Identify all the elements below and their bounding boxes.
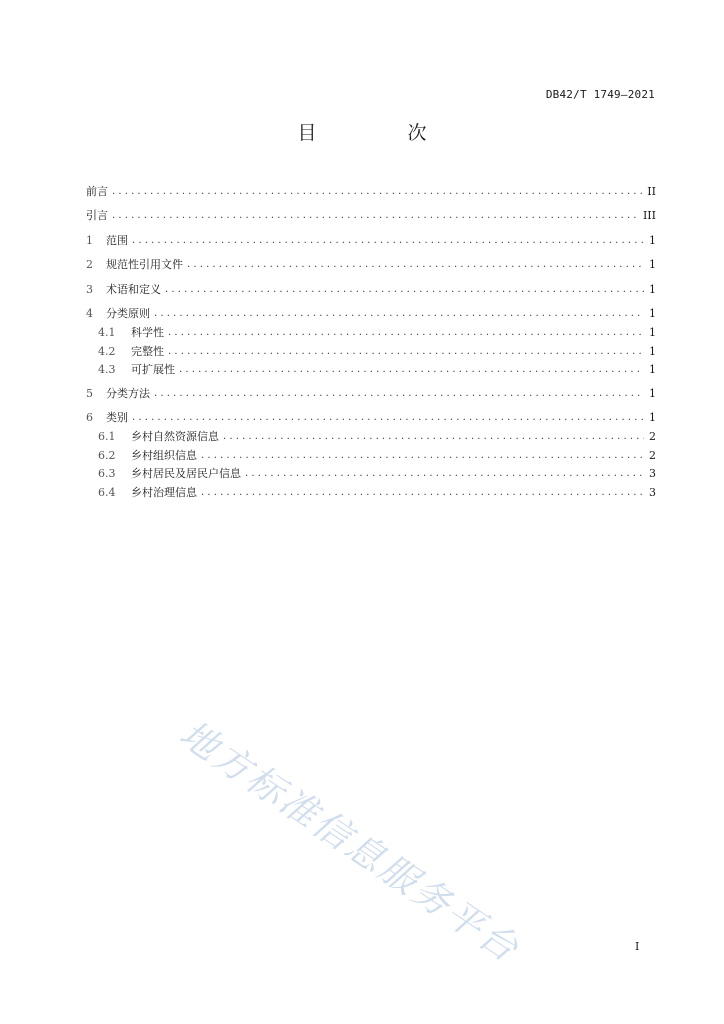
toc-entry[interactable] <box>86 386 656 402</box>
toc-entry-label: 乡村组织信息 <box>131 449 197 462</box>
toc-entry-label: 科学性 <box>131 326 164 339</box>
toc-entry-page: 1 <box>649 307 656 320</box>
toc-entry-number: 6.3 <box>98 467 116 480</box>
toc-entry-label: 乡村治理信息 <box>131 486 197 499</box>
toc-entry-number: 5 <box>86 387 93 400</box>
toc-entry-label: 完整性 <box>131 345 164 358</box>
toc-entry-number: 1 <box>86 234 93 247</box>
toc-dot-leader <box>132 410 644 426</box>
toc-entry-number: 2 <box>86 258 93 271</box>
toc-entry-label: 乡村自然资源信息 <box>131 430 219 443</box>
toc-entry-number: 6.4 <box>98 486 116 499</box>
toc-entry-number: 3 <box>86 283 93 296</box>
toc-entry[interactable] <box>86 362 656 378</box>
toc-dot-leader <box>112 208 639 224</box>
toc-entry-label: 分类方法 <box>106 387 150 400</box>
toc-entry-label: 分类原则 <box>106 307 150 320</box>
toc-dot-leader <box>187 257 644 273</box>
toc-entry-page: 3 <box>649 467 656 480</box>
toc-dot-leader <box>245 466 644 482</box>
toc-dot-leader <box>154 306 644 322</box>
toc-dot-leader <box>112 184 643 200</box>
page-title: 目 次 <box>297 122 463 144</box>
page-number: I <box>635 940 640 953</box>
toc-entry[interactable] <box>86 282 656 298</box>
toc-entry[interactable] <box>86 429 656 445</box>
toc-entry[interactable] <box>86 344 656 360</box>
toc-entry-label: 类别 <box>106 411 128 424</box>
toc-dot-leader <box>201 485 644 501</box>
toc-entry-page: 1 <box>649 283 656 296</box>
watermark: 地方标准信息服务平台 <box>172 712 528 972</box>
toc-dot-leader <box>165 282 644 298</box>
toc-entry[interactable] <box>86 208 656 224</box>
toc-entry-number: 6.2 <box>98 449 116 462</box>
toc-entry-page: 1 <box>649 345 656 358</box>
toc-dot-leader <box>201 448 644 464</box>
toc-entry[interactable] <box>86 306 656 322</box>
toc-entry-number: 6.1 <box>98 430 116 443</box>
toc-entry-page: 2 <box>649 430 656 443</box>
toc-entry-page: II <box>647 185 656 198</box>
toc-entry-label: 引言 <box>86 209 108 222</box>
toc-entry-label: 术语和定义 <box>106 283 161 296</box>
toc-entry[interactable] <box>86 325 656 341</box>
toc-entry-number: 4.2 <box>98 345 116 358</box>
toc-entry[interactable] <box>86 257 656 273</box>
toc-entry-number: 4.3 <box>98 363 116 376</box>
toc-entry-label: 乡村居民及居民户信息 <box>131 467 241 480</box>
toc-entry-page: 3 <box>649 486 656 499</box>
toc-dot-leader <box>168 344 644 360</box>
toc-entry-number: 4 <box>86 307 93 320</box>
toc-entry-page: 2 <box>649 449 656 462</box>
toc-entry-page: 1 <box>649 326 656 339</box>
toc-entry[interactable] <box>86 448 656 464</box>
toc-entry-label: 范围 <box>106 234 128 247</box>
toc-entry-page: 1 <box>649 258 656 271</box>
toc-dot-leader <box>154 386 644 402</box>
toc-entry-page: 1 <box>649 411 656 424</box>
toc-dot-leader <box>223 429 644 445</box>
toc-entry[interactable] <box>86 410 656 426</box>
toc-dot-leader <box>168 325 644 341</box>
standard-code: DB42/T 1749—2021 <box>545 88 655 101</box>
toc-entry[interactable] <box>86 485 656 501</box>
toc-entry-number: 6 <box>86 411 93 424</box>
toc-entry-label: 前言 <box>86 185 108 198</box>
toc-entry-number: 4.1 <box>98 326 116 339</box>
toc-dot-leader <box>179 362 644 378</box>
toc-entry[interactable] <box>86 233 656 249</box>
toc-entry-label: 可扩展性 <box>131 363 175 376</box>
toc-entry-page: 1 <box>649 363 656 376</box>
toc-entry[interactable] <box>86 466 656 482</box>
toc-dot-leader <box>132 233 644 249</box>
toc-entry[interactable] <box>86 184 656 200</box>
toc-entry-page: 1 <box>649 387 656 400</box>
toc-entry-page: III <box>642 209 656 222</box>
toc-entry-page: 1 <box>649 234 656 247</box>
toc-entry-label: 规范性引用文件 <box>106 258 183 271</box>
